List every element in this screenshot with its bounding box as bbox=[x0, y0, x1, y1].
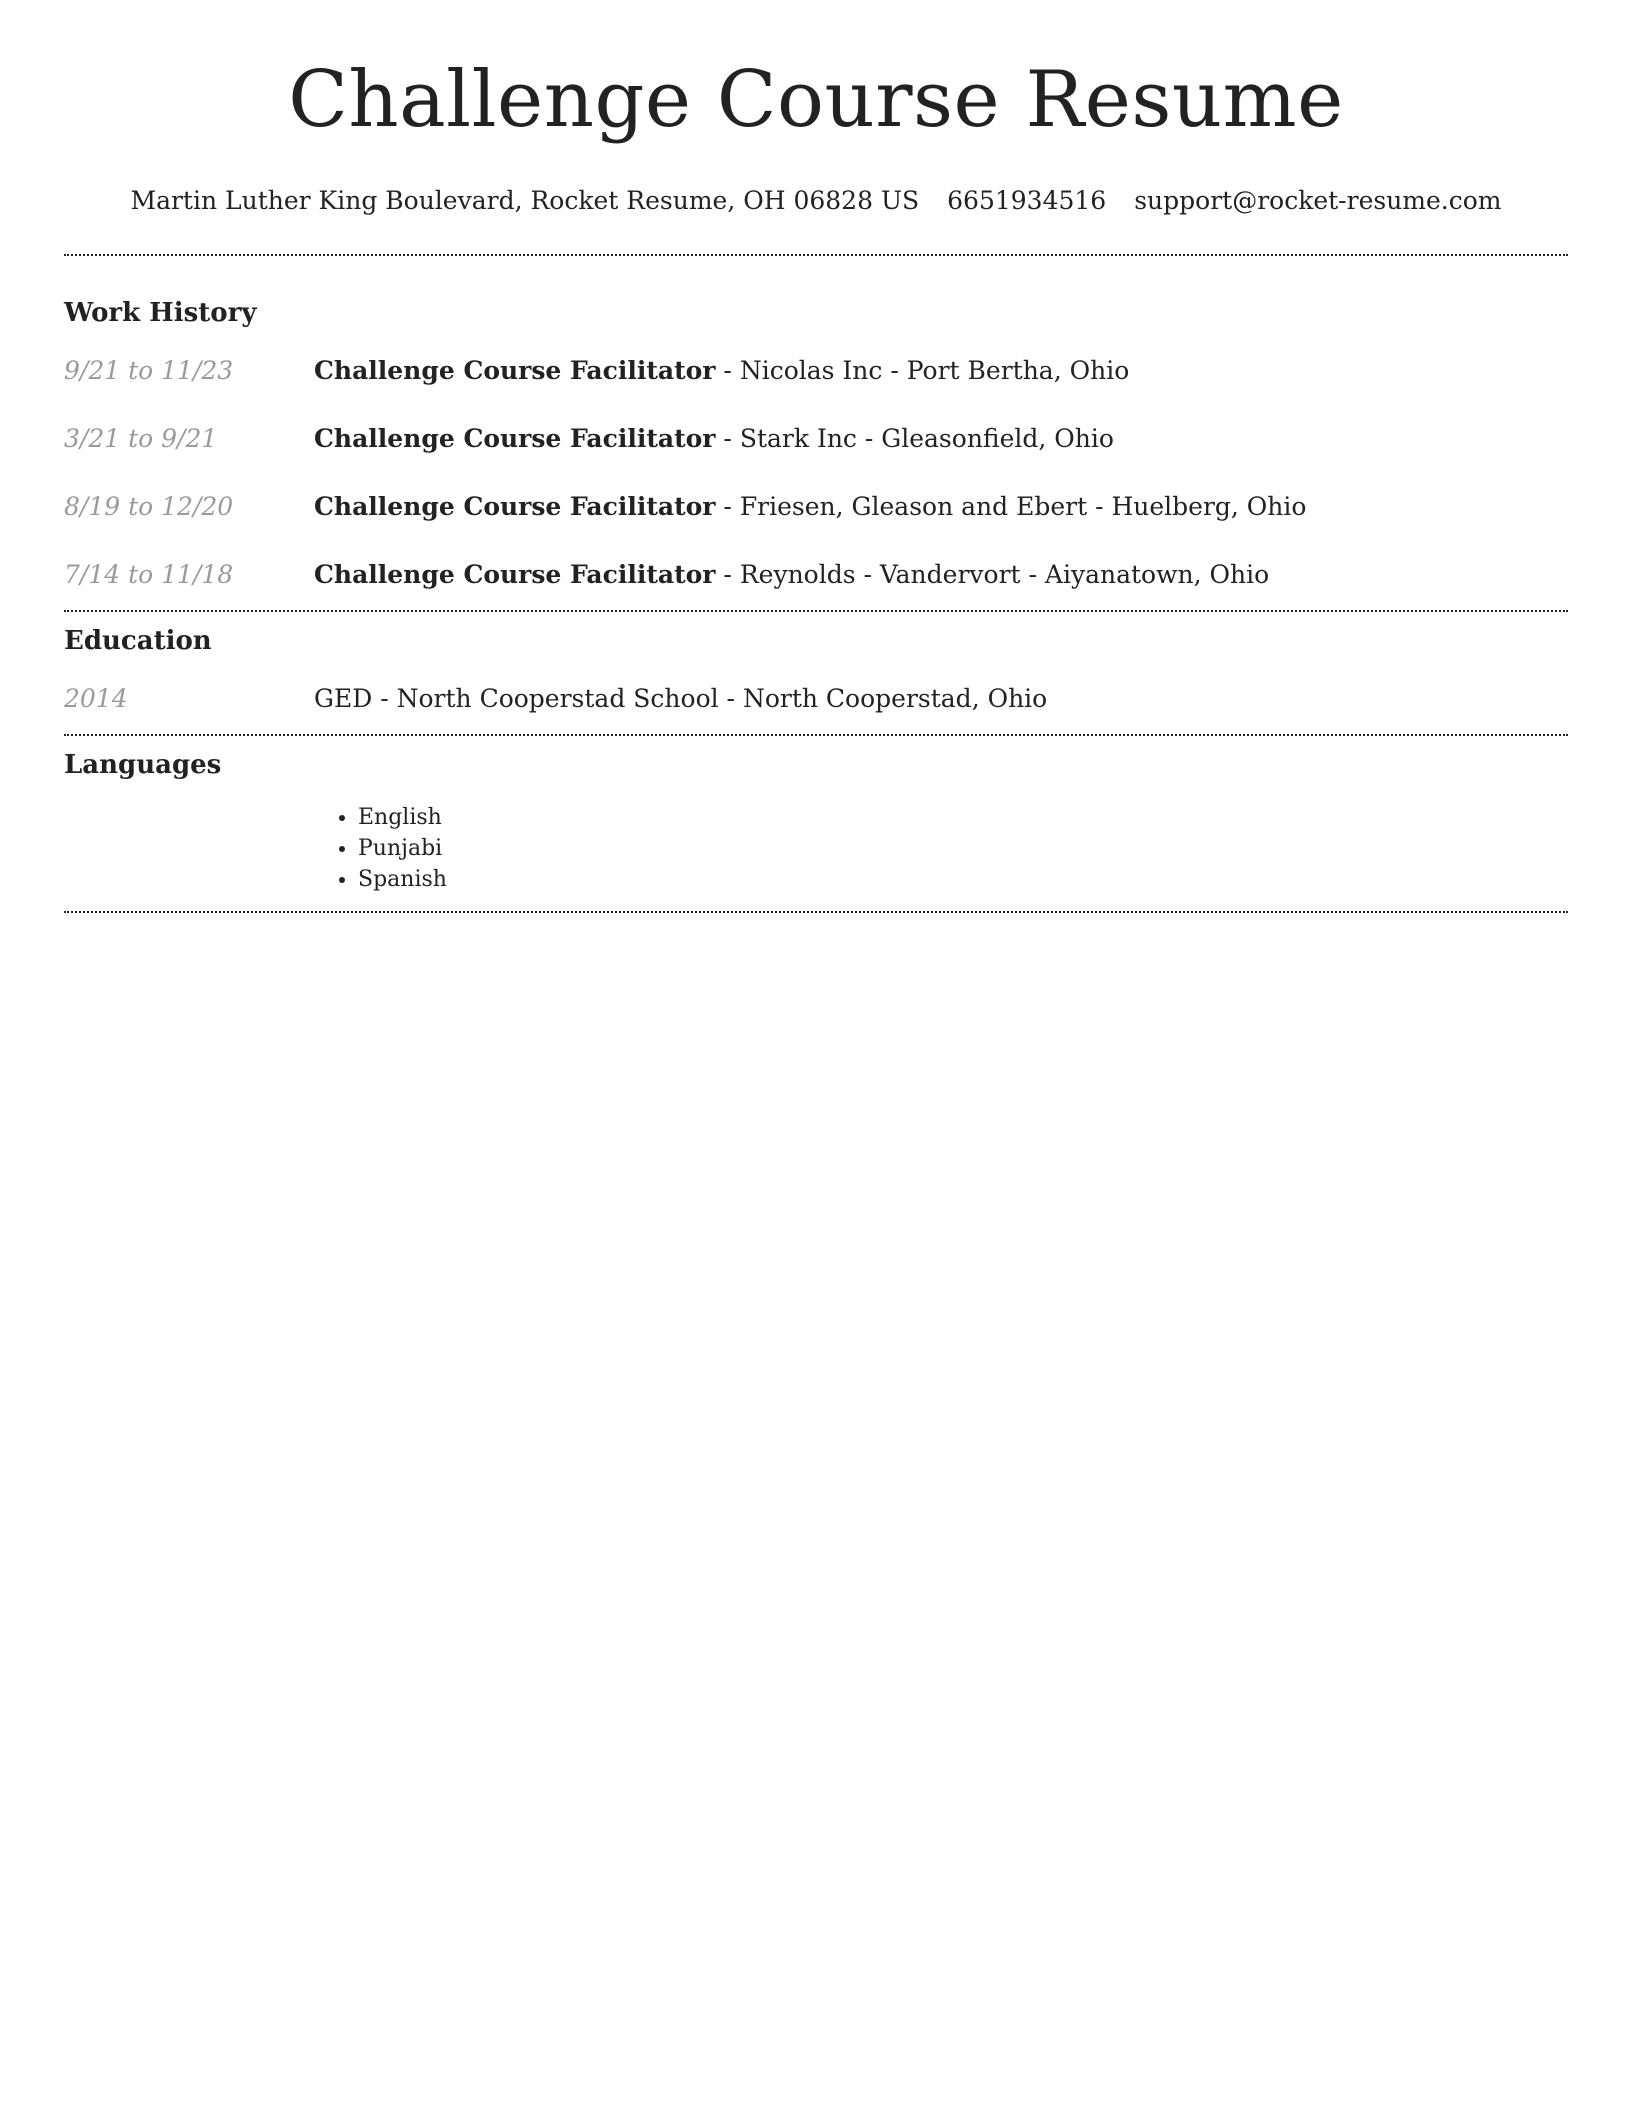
education-divider bbox=[64, 734, 1568, 736]
work-history-section bbox=[64, 296, 1568, 592]
work-entry-details: - Reynolds - Vandervort - Aiyanatown, Ohio bbox=[715, 560, 1270, 589]
header-divider bbox=[64, 254, 1568, 256]
languages-heading: Languages bbox=[64, 750, 222, 780]
education-heading: Education bbox=[64, 626, 212, 656]
work-entry bbox=[64, 422, 1568, 456]
work-entry-details: - Friesen, Gleason and Ebert - Huelberg, Ohio bbox=[715, 492, 1307, 521]
education-entry-dates: 2014 bbox=[64, 684, 128, 713]
education-entry-text: GED - North Cooperstad School - North Cooperstad, Ohio bbox=[314, 684, 1048, 713]
work-entry bbox=[64, 558, 1568, 592]
work-entry-text bbox=[314, 354, 1129, 388]
language-item: • Spanish bbox=[358, 864, 1568, 895]
languages-divider bbox=[64, 911, 1568, 913]
work-entry-text bbox=[314, 490, 1306, 524]
contact-line bbox=[64, 184, 1568, 218]
work-history-heading: Work History bbox=[64, 298, 257, 328]
contact-email: support@rocket-resume.com bbox=[1134, 186, 1502, 215]
work-entry-dates: 8/19 to 12/20 bbox=[64, 492, 234, 521]
work-entry bbox=[64, 490, 1568, 524]
languages-section bbox=[64, 748, 1568, 895]
work-entry-role: Challenge Course Facilitator bbox=[314, 560, 716, 589]
languages-list bbox=[64, 802, 1568, 895]
work-entry-text bbox=[314, 422, 1114, 456]
work-entry-role: Challenge Course Facilitator bbox=[314, 424, 716, 453]
language-item: • Punjabi bbox=[358, 833, 1568, 864]
resume-page bbox=[64, 0, 1568, 913]
work-entry-role: Challenge Course Facilitator bbox=[314, 356, 716, 385]
work-entry-details: - Stark Inc - Gleasonfield, Ohio bbox=[715, 424, 1114, 453]
work-entry-dates: 3/21 to 9/21 bbox=[64, 424, 218, 453]
work-entry bbox=[64, 354, 1568, 388]
work-entry-dates: 9/21 to 11/23 bbox=[64, 356, 234, 385]
work-entry-details: - Nicolas Inc - Port Bertha, Ohio bbox=[715, 356, 1130, 385]
contact-address: Martin Luther King Boulevard, Rocket Resume, OH 06828 US bbox=[130, 186, 920, 215]
work-entry-text bbox=[314, 558, 1269, 592]
work-entry-role: Challenge Course Facilitator bbox=[314, 492, 716, 521]
education-section bbox=[64, 624, 1568, 716]
work-entry-dates: 7/14 to 11/18 bbox=[64, 560, 234, 589]
contact-phone: 6651934516 bbox=[947, 186, 1107, 215]
language-item: • English bbox=[358, 802, 1568, 833]
work-history-divider bbox=[64, 610, 1568, 612]
resume-title: Challenge Course Resume bbox=[288, 55, 1344, 145]
education-entry bbox=[64, 682, 1568, 716]
